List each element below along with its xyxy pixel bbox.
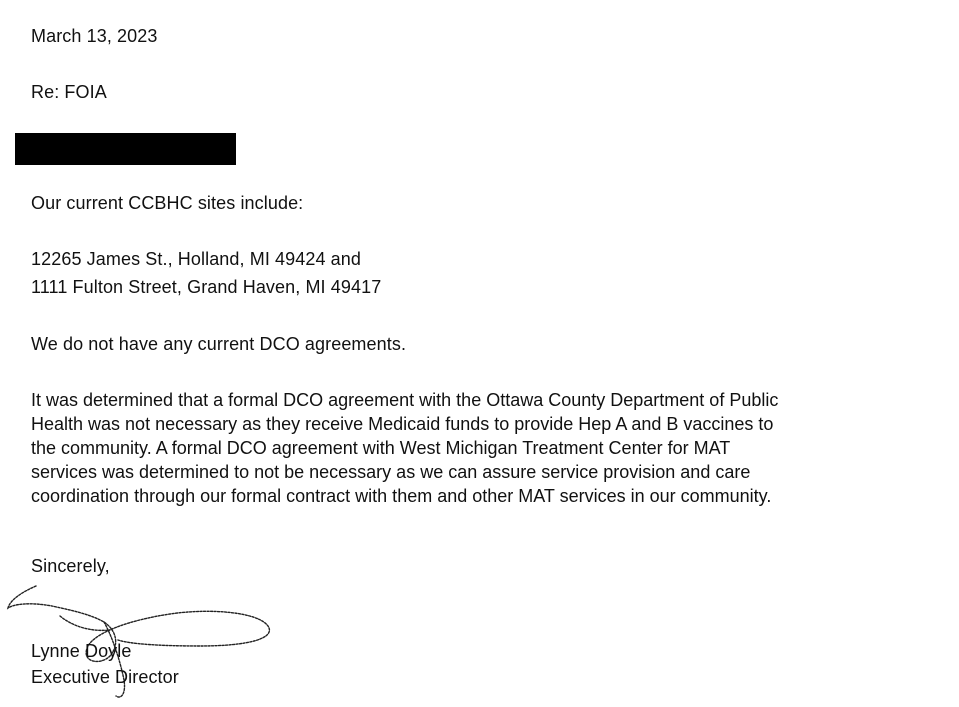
closing: Sincerely, <box>31 556 110 576</box>
redaction-block <box>15 133 236 165</box>
address-line-1: 12265 James St., Holland, MI 49424 and <box>31 249 362 269</box>
body-line: Health was not necessary as they receive Medicaid funds to provide Hep A and B vaccines to <box>31 414 774 434</box>
body-line: It was determined that a formal DCO agreement with the Ottawa County Department of Public <box>31 390 779 410</box>
letter-date: March 13, 2023 <box>31 26 158 46</box>
body-paragraph <box>31 388 778 508</box>
dco-statement: We do not have any current DCO agreements. <box>31 334 407 354</box>
body-line: the community. A formal DCO agreement with West Michigan Treatment Center for MAT <box>31 438 731 458</box>
signer-name: Lynne Doyle <box>31 641 132 661</box>
body-line: coordination through our formal contract with them and other MAT services in our community. <box>31 486 772 506</box>
signer-title: Executive Director <box>31 667 179 687</box>
body-line: services was determined to not be necessary as we can assure service provision and care <box>31 462 751 482</box>
address-line-2: 1111 Fulton Street, Grand Haven, MI 49417 <box>31 277 382 297</box>
re-line: Re: FOIA <box>31 82 107 102</box>
intro-line: Our current CCBHC sites include: <box>31 193 304 213</box>
